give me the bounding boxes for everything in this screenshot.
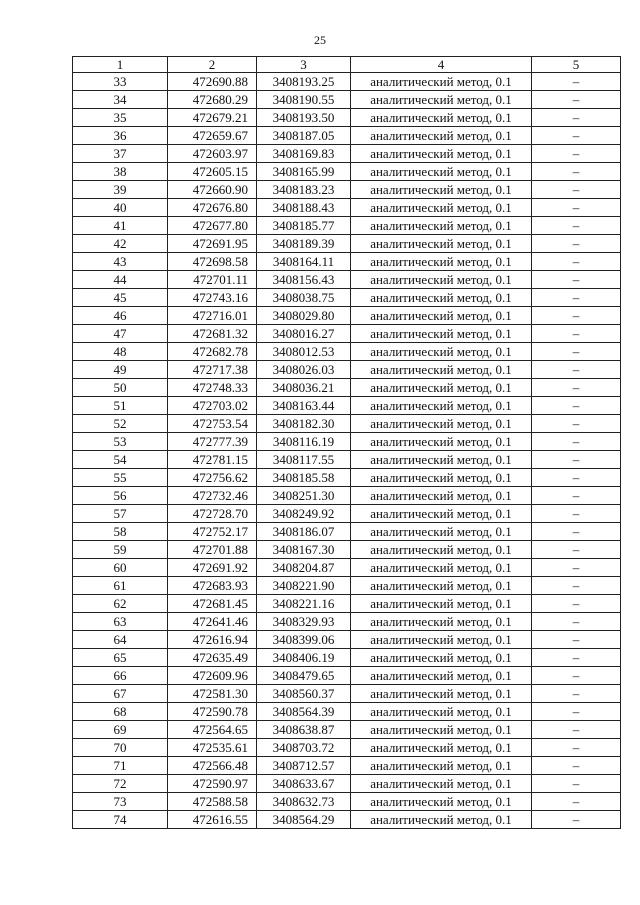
- x-coordinate-cell: 472605.15: [168, 163, 257, 181]
- y-coordinate-cell: 3408169.83: [257, 145, 351, 163]
- x-coordinate-cell: 472590.97: [168, 775, 257, 793]
- x-coordinate-cell: 472748.33: [168, 379, 257, 397]
- table-row: [73, 595, 621, 613]
- y-coordinate-cell: 3408185.77: [257, 217, 351, 235]
- note-cell: –: [532, 253, 621, 271]
- x-coordinate-cell: 472603.97: [168, 145, 257, 163]
- point-number-cell: 34: [73, 91, 168, 109]
- page-number: 25: [314, 33, 326, 47]
- point-number-cell: 74: [73, 811, 168, 829]
- table-row: [73, 127, 621, 145]
- method-cell: аналитический метод, 0.1: [351, 631, 532, 649]
- y-coordinate-cell: 3408632.73: [257, 793, 351, 811]
- x-coordinate-cell: 472701.11: [168, 271, 257, 289]
- method-cell: аналитический метод, 0.1: [351, 685, 532, 703]
- method-cell: аналитический метод, 0.1: [351, 109, 532, 127]
- y-coordinate-cell: 3408638.87: [257, 721, 351, 739]
- note-cell: –: [532, 613, 621, 631]
- table-row: [73, 109, 621, 127]
- note-cell: –: [532, 523, 621, 541]
- method-cell: аналитический метод, 0.1: [351, 91, 532, 109]
- table-row: [73, 649, 621, 667]
- point-number-cell: 43: [73, 253, 168, 271]
- note-cell: –: [532, 325, 621, 343]
- method-cell: аналитический метод, 0.1: [351, 73, 532, 91]
- y-coordinate-cell: 3408156.43: [257, 271, 351, 289]
- note-cell: –: [532, 73, 621, 91]
- point-number-cell: 44: [73, 271, 168, 289]
- y-coordinate-cell: 3408564.29: [257, 811, 351, 829]
- y-coordinate-cell: 3408016.27: [257, 325, 351, 343]
- note-cell: –: [532, 451, 621, 469]
- y-coordinate-cell: 3408193.50: [257, 109, 351, 127]
- method-cell: аналитический метод, 0.1: [351, 793, 532, 811]
- method-cell: аналитический метод, 0.1: [351, 217, 532, 235]
- point-number-cell: 66: [73, 667, 168, 685]
- column-header-1: 1: [73, 57, 168, 73]
- method-cell: аналитический метод, 0.1: [351, 361, 532, 379]
- point-number-cell: 72: [73, 775, 168, 793]
- method-cell: аналитический метод, 0.1: [351, 397, 532, 415]
- note-cell: –: [532, 541, 621, 559]
- y-coordinate-cell: 3408182.30: [257, 415, 351, 433]
- note-cell: –: [532, 721, 621, 739]
- x-coordinate-cell: 472581.30: [168, 685, 257, 703]
- method-cell: аналитический метод, 0.1: [351, 595, 532, 613]
- point-number-cell: 67: [73, 685, 168, 703]
- method-cell: аналитический метод, 0.1: [351, 649, 532, 667]
- point-number-cell: 56: [73, 487, 168, 505]
- method-cell: аналитический метод, 0.1: [351, 325, 532, 343]
- point-number-cell: 42: [73, 235, 168, 253]
- x-coordinate-cell: 472691.95: [168, 235, 257, 253]
- table-row: [73, 163, 621, 181]
- point-number-cell: 40: [73, 199, 168, 217]
- table-row: [73, 469, 621, 487]
- point-number-cell: 55: [73, 469, 168, 487]
- table-body: [73, 73, 621, 829]
- table-row: [73, 739, 621, 757]
- point-number-cell: 33: [73, 73, 168, 91]
- x-coordinate-cell: 472616.55: [168, 811, 257, 829]
- point-number-cell: 46: [73, 307, 168, 325]
- method-cell: аналитический метод, 0.1: [351, 415, 532, 433]
- note-cell: –: [532, 343, 621, 361]
- note-cell: –: [532, 361, 621, 379]
- table-row: [73, 631, 621, 649]
- table-row: [73, 487, 621, 505]
- method-cell: аналитический метод, 0.1: [351, 181, 532, 199]
- table-row: [73, 361, 621, 379]
- point-number-cell: 59: [73, 541, 168, 559]
- x-coordinate-cell: 472588.58: [168, 793, 257, 811]
- point-number-cell: 68: [73, 703, 168, 721]
- y-coordinate-cell: 3408029.80: [257, 307, 351, 325]
- table-row: [73, 793, 621, 811]
- x-coordinate-cell: 472564.65: [168, 721, 257, 739]
- y-coordinate-cell: 3408204.87: [257, 559, 351, 577]
- y-coordinate-cell: 3408406.19: [257, 649, 351, 667]
- table-row: [73, 559, 621, 577]
- point-number-cell: 54: [73, 451, 168, 469]
- point-number-cell: 70: [73, 739, 168, 757]
- method-cell: аналитический метод, 0.1: [351, 541, 532, 559]
- x-coordinate-cell: 472753.54: [168, 415, 257, 433]
- x-coordinate-cell: 472756.62: [168, 469, 257, 487]
- table-row: [73, 289, 621, 307]
- note-cell: –: [532, 793, 621, 811]
- method-cell: аналитический метод, 0.1: [351, 487, 532, 505]
- method-cell: аналитический метод, 0.1: [351, 739, 532, 757]
- note-cell: –: [532, 163, 621, 181]
- point-number-cell: 63: [73, 613, 168, 631]
- y-coordinate-cell: 3408703.72: [257, 739, 351, 757]
- y-coordinate-cell: 3408633.67: [257, 775, 351, 793]
- x-coordinate-cell: 472683.93: [168, 577, 257, 595]
- note-cell: –: [532, 703, 621, 721]
- table-row: [73, 703, 621, 721]
- x-coordinate-cell: 472690.88: [168, 73, 257, 91]
- x-coordinate-cell: 472777.39: [168, 433, 257, 451]
- note-cell: –: [532, 181, 621, 199]
- y-coordinate-cell: 3408117.55: [257, 451, 351, 469]
- method-cell: аналитический метод, 0.1: [351, 451, 532, 469]
- method-cell: аналитический метод, 0.1: [351, 271, 532, 289]
- table-row: [73, 271, 621, 289]
- column-header-3: 3: [257, 57, 351, 73]
- point-number-cell: 49: [73, 361, 168, 379]
- method-cell: аналитический метод, 0.1: [351, 307, 532, 325]
- x-coordinate-cell: 472681.45: [168, 595, 257, 613]
- x-coordinate-cell: 472752.17: [168, 523, 257, 541]
- table-row: [73, 145, 621, 163]
- note-cell: –: [532, 577, 621, 595]
- table-row: [73, 397, 621, 415]
- method-cell: аналитический метод, 0.1: [351, 577, 532, 595]
- table-row: [73, 253, 621, 271]
- table-row: [73, 181, 621, 199]
- note-cell: –: [532, 379, 621, 397]
- x-coordinate-cell: 472679.21: [168, 109, 257, 127]
- column-header-5: 5: [532, 57, 621, 73]
- x-coordinate-cell: 472728.70: [168, 505, 257, 523]
- x-coordinate-cell: 472698.58: [168, 253, 257, 271]
- point-number-cell: 41: [73, 217, 168, 235]
- note-cell: –: [532, 217, 621, 235]
- y-coordinate-cell: 3408564.39: [257, 703, 351, 721]
- table-row: [73, 91, 621, 109]
- x-coordinate-cell: 472691.92: [168, 559, 257, 577]
- y-coordinate-cell: 3408167.30: [257, 541, 351, 559]
- method-cell: аналитический метод, 0.1: [351, 757, 532, 775]
- y-coordinate-cell: 3408712.57: [257, 757, 351, 775]
- x-coordinate-cell: 472781.15: [168, 451, 257, 469]
- method-cell: аналитический метод, 0.1: [351, 523, 532, 541]
- point-number-cell: 53: [73, 433, 168, 451]
- y-coordinate-cell: 3408221.16: [257, 595, 351, 613]
- note-cell: –: [532, 505, 621, 523]
- y-coordinate-cell: 3408187.05: [257, 127, 351, 145]
- method-cell: аналитический метод, 0.1: [351, 703, 532, 721]
- y-coordinate-cell: 3408185.58: [257, 469, 351, 487]
- y-coordinate-cell: 3408012.53: [257, 343, 351, 361]
- point-number-cell: 36: [73, 127, 168, 145]
- note-cell: –: [532, 91, 621, 109]
- table-row: [73, 199, 621, 217]
- note-cell: –: [532, 199, 621, 217]
- y-coordinate-cell: 3408163.44: [257, 397, 351, 415]
- y-coordinate-cell: 3408399.06: [257, 631, 351, 649]
- note-cell: –: [532, 595, 621, 613]
- note-cell: –: [532, 109, 621, 127]
- point-number-cell: 51: [73, 397, 168, 415]
- note-cell: –: [532, 235, 621, 253]
- point-number-cell: 60: [73, 559, 168, 577]
- point-number-cell: 65: [73, 649, 168, 667]
- point-number-cell: 71: [73, 757, 168, 775]
- x-coordinate-cell: 472635.49: [168, 649, 257, 667]
- note-cell: –: [532, 667, 621, 685]
- x-coordinate-cell: 472703.02: [168, 397, 257, 415]
- point-number-cell: 39: [73, 181, 168, 199]
- method-cell: аналитический метод, 0.1: [351, 343, 532, 361]
- table-row: [73, 721, 621, 739]
- point-number-cell: 64: [73, 631, 168, 649]
- table-row: [73, 667, 621, 685]
- note-cell: –: [532, 775, 621, 793]
- method-cell: аналитический метод, 0.1: [351, 433, 532, 451]
- table-row: [73, 613, 621, 631]
- y-coordinate-cell: 3408164.11: [257, 253, 351, 271]
- y-coordinate-cell: 3408038.75: [257, 289, 351, 307]
- method-cell: аналитический метод, 0.1: [351, 811, 532, 829]
- method-cell: аналитический метод, 0.1: [351, 145, 532, 163]
- x-coordinate-cell: 472660.90: [168, 181, 257, 199]
- point-number-cell: 37: [73, 145, 168, 163]
- y-coordinate-cell: 3408190.55: [257, 91, 351, 109]
- method-cell: аналитический метод, 0.1: [351, 199, 532, 217]
- method-cell: аналитический метод, 0.1: [351, 775, 532, 793]
- point-number-cell: 35: [73, 109, 168, 127]
- point-number-cell: 38: [73, 163, 168, 181]
- table-row: [73, 325, 621, 343]
- method-cell: аналитический метод, 0.1: [351, 289, 532, 307]
- point-number-cell: 47: [73, 325, 168, 343]
- point-number-cell: 61: [73, 577, 168, 595]
- point-number-cell: 45: [73, 289, 168, 307]
- note-cell: –: [532, 811, 621, 829]
- method-cell: аналитический метод, 0.1: [351, 613, 532, 631]
- method-cell: аналитический метод, 0.1: [351, 469, 532, 487]
- table-row: [73, 685, 621, 703]
- table-row: [73, 379, 621, 397]
- column-header-2: 2: [168, 57, 257, 73]
- y-coordinate-cell: 3408249.92: [257, 505, 351, 523]
- y-coordinate-cell: 3408165.99: [257, 163, 351, 181]
- y-coordinate-cell: 3408026.03: [257, 361, 351, 379]
- table-row: [73, 307, 621, 325]
- y-coordinate-cell: 3408188.43: [257, 199, 351, 217]
- table-row: [73, 73, 621, 91]
- x-coordinate-cell: 472682.78: [168, 343, 257, 361]
- point-number-cell: 62: [73, 595, 168, 613]
- point-number-cell: 73: [73, 793, 168, 811]
- y-coordinate-cell: 3408189.39: [257, 235, 351, 253]
- note-cell: –: [532, 415, 621, 433]
- y-coordinate-cell: 3408329.93: [257, 613, 351, 631]
- note-cell: –: [532, 631, 621, 649]
- x-coordinate-cell: 472609.96: [168, 667, 257, 685]
- column-header-4: 4: [351, 57, 532, 73]
- x-coordinate-cell: 472732.46: [168, 487, 257, 505]
- method-cell: аналитический метод, 0.1: [351, 505, 532, 523]
- x-coordinate-cell: 472716.01: [168, 307, 257, 325]
- table-row: [73, 811, 621, 829]
- table-row: [73, 433, 621, 451]
- point-number-cell: 57: [73, 505, 168, 523]
- y-coordinate-cell: 3408221.90: [257, 577, 351, 595]
- y-coordinate-cell: 3408183.23: [257, 181, 351, 199]
- note-cell: –: [532, 433, 621, 451]
- x-coordinate-cell: 472743.16: [168, 289, 257, 307]
- note-cell: –: [532, 307, 621, 325]
- note-cell: –: [532, 559, 621, 577]
- y-coordinate-cell: 3408193.25: [257, 73, 351, 91]
- table-row: [73, 235, 621, 253]
- x-coordinate-cell: 472535.61: [168, 739, 257, 757]
- x-coordinate-cell: 472677.80: [168, 217, 257, 235]
- x-coordinate-cell: 472717.38: [168, 361, 257, 379]
- note-cell: –: [532, 487, 621, 505]
- method-cell: аналитический метод, 0.1: [351, 379, 532, 397]
- note-cell: –: [532, 469, 621, 487]
- x-coordinate-cell: 472681.32: [168, 325, 257, 343]
- table-row: [73, 505, 621, 523]
- note-cell: –: [532, 757, 621, 775]
- x-coordinate-cell: 472680.29: [168, 91, 257, 109]
- y-coordinate-cell: 3408186.07: [257, 523, 351, 541]
- table-row: [73, 415, 621, 433]
- note-cell: –: [532, 127, 621, 145]
- method-cell: аналитический метод, 0.1: [351, 559, 532, 577]
- table-row: [73, 541, 621, 559]
- x-coordinate-cell: 472701.88: [168, 541, 257, 559]
- x-coordinate-cell: 472659.67: [168, 127, 257, 145]
- note-cell: –: [532, 685, 621, 703]
- x-coordinate-cell: 472590.78: [168, 703, 257, 721]
- y-coordinate-cell: 3408036.21: [257, 379, 351, 397]
- x-coordinate-cell: 472566.48: [168, 757, 257, 775]
- method-cell: аналитический метод, 0.1: [351, 163, 532, 181]
- method-cell: аналитический метод, 0.1: [351, 667, 532, 685]
- note-cell: –: [532, 145, 621, 163]
- method-cell: аналитический метод, 0.1: [351, 253, 532, 271]
- point-number-cell: 50: [73, 379, 168, 397]
- table-row: [73, 775, 621, 793]
- note-cell: –: [532, 739, 621, 757]
- table-row: [73, 523, 621, 541]
- method-cell: аналитический метод, 0.1: [351, 127, 532, 145]
- note-cell: –: [532, 271, 621, 289]
- point-number-cell: 58: [73, 523, 168, 541]
- coordinates-table: [72, 56, 621, 829]
- x-coordinate-cell: 472676.80: [168, 199, 257, 217]
- y-coordinate-cell: 3408251.30: [257, 487, 351, 505]
- method-cell: аналитический метод, 0.1: [351, 721, 532, 739]
- method-cell: аналитический метод, 0.1: [351, 235, 532, 253]
- table-row: [73, 343, 621, 361]
- point-number-cell: 52: [73, 415, 168, 433]
- x-coordinate-cell: 472641.46: [168, 613, 257, 631]
- point-number-cell: 48: [73, 343, 168, 361]
- y-coordinate-cell: 3408560.37: [257, 685, 351, 703]
- x-coordinate-cell: 472616.94: [168, 631, 257, 649]
- table-row: [73, 577, 621, 595]
- note-cell: –: [532, 397, 621, 415]
- table-row: [73, 757, 621, 775]
- point-number-cell: 69: [73, 721, 168, 739]
- table-header-row: [73, 57, 621, 73]
- table-row: [73, 451, 621, 469]
- y-coordinate-cell: 3408116.19: [257, 433, 351, 451]
- y-coordinate-cell: 3408479.65: [257, 667, 351, 685]
- note-cell: –: [532, 649, 621, 667]
- note-cell: –: [532, 289, 621, 307]
- table-row: [73, 217, 621, 235]
